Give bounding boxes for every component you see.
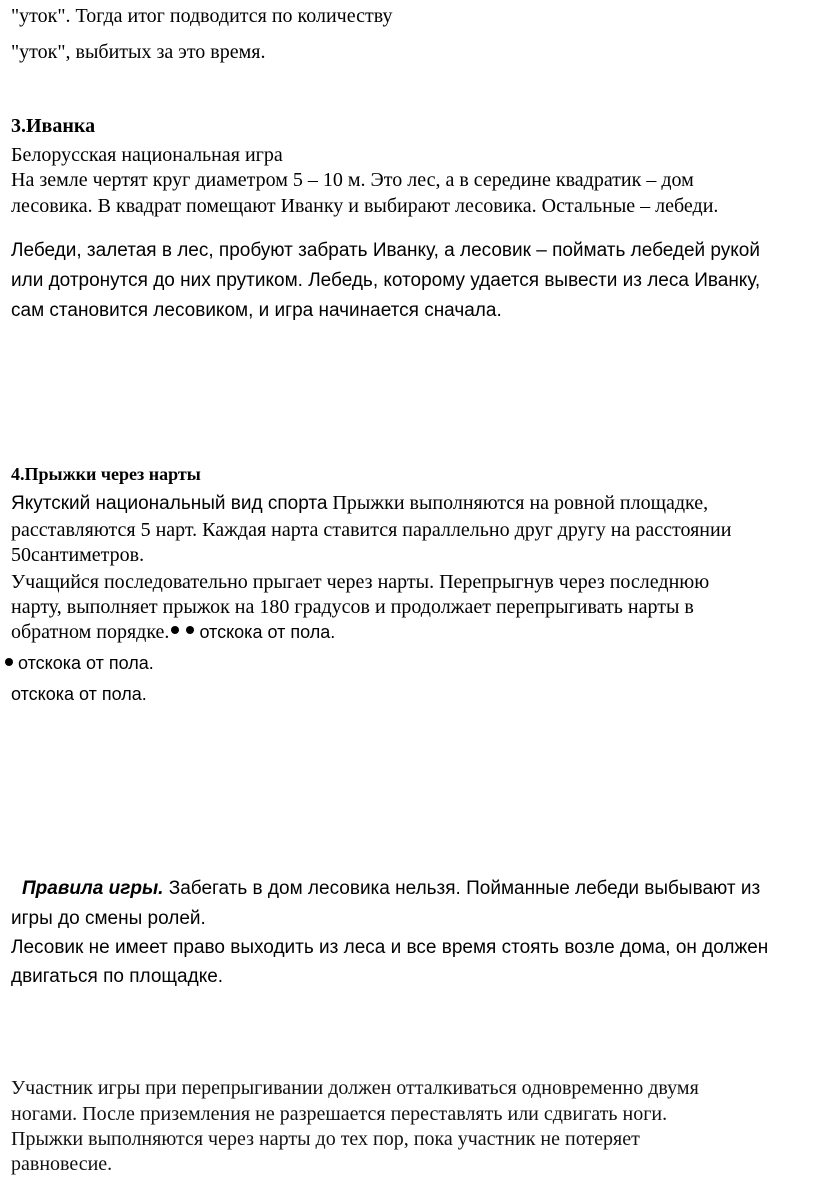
participant-line-4: равновесие. xyxy=(11,1153,113,1175)
section-4-line-6 xyxy=(11,622,335,642)
section-3-para-2-line-2: или дотронутся до них прутиком. Лебедь, которому удается вывести из леса Иванку, xyxy=(11,270,761,291)
section-3-para-1-line-2: лесовика. В квадрат помещают Иванку и выбирают лесовика. Остальные – лебеди. xyxy=(11,195,719,217)
section-3-para-2-line-3: сам становится лесовиком, и игра начинается сначала. xyxy=(11,300,502,321)
intro-line-2: "уток", выбитых за это время. xyxy=(11,41,266,63)
section-4-line-3: 50сантиметров. xyxy=(11,544,145,566)
rules-line-1 xyxy=(11,879,760,898)
rules-label: Правила игры. xyxy=(22,878,164,899)
section-4-lead-sans: Якутский национальный вид спорта xyxy=(11,493,328,514)
participant-line-2: ногами. После приземления не разрешается переставлять или сдвигать ноги. xyxy=(11,1103,668,1125)
section-3-para-2-line-1: Лебеди, залетая в лес, пробуют забрать Иванку, а лесовик – поймать лебедей рукой xyxy=(11,240,760,261)
section-4-heading: 4.Прыжки через нарты xyxy=(11,464,201,484)
section-4-line-5: нарту, выполняет прыжок на 180 градусов и продолжает перепрыгивать нарты в xyxy=(11,596,694,618)
section-3-subtitle: Белорусская национальная игра xyxy=(11,144,283,166)
section-4-line-8: отскока от пола. xyxy=(11,684,147,704)
rules-line-1-rest: Забегать в дом лесовика нельзя. Пойманные лебеди выбывают из xyxy=(163,878,761,899)
section-4-line-4: Учащийся последовательно прыгает через нарты. Перепрыгнув через последнюю xyxy=(11,571,710,593)
section-3-heading: 3.Иванка xyxy=(11,115,96,137)
rules-line-2: игры до смены ролей. xyxy=(11,908,206,929)
section-4-line-1 xyxy=(11,493,708,513)
participant-line-3: Прыжки выполняются через нарты до тех пор, пока участник не потеряет xyxy=(11,1128,640,1150)
section-4-line-2: расставляются 5 нарт. Каждая нарта ставится параллельно друг другу на расстоянии xyxy=(11,519,732,541)
bullet-icon xyxy=(171,626,179,634)
rules-line-3: Лесовик не имеет право выходить из леса и все время стоять возле дома, он должен xyxy=(11,937,769,958)
bullet-icon xyxy=(5,658,13,666)
intro-line-1: "уток". Тогда итог подводится по количеству xyxy=(11,5,393,27)
rules-line-4: двигаться по площадке. xyxy=(11,966,224,987)
section-4-lead-serif: Прыжки выполняются на ровной площадке, xyxy=(327,492,709,514)
section-4-line-7 xyxy=(5,654,154,672)
section-4-line-6-text: обратном порядке. xyxy=(11,621,170,643)
section-3-para-1-line-1: На земле чертят круг диаметром 5 – 10 м. Это лес, а в середине квадратик – дом xyxy=(11,169,694,191)
participant-line-1: Участник игры при перепрыгивании должен отталкиваться одновременно двумя xyxy=(11,1077,699,1099)
section-4-line-7-tail: отскока от пола. xyxy=(13,653,154,673)
section-4-line-6-tail: отскока от пола. xyxy=(194,622,336,642)
